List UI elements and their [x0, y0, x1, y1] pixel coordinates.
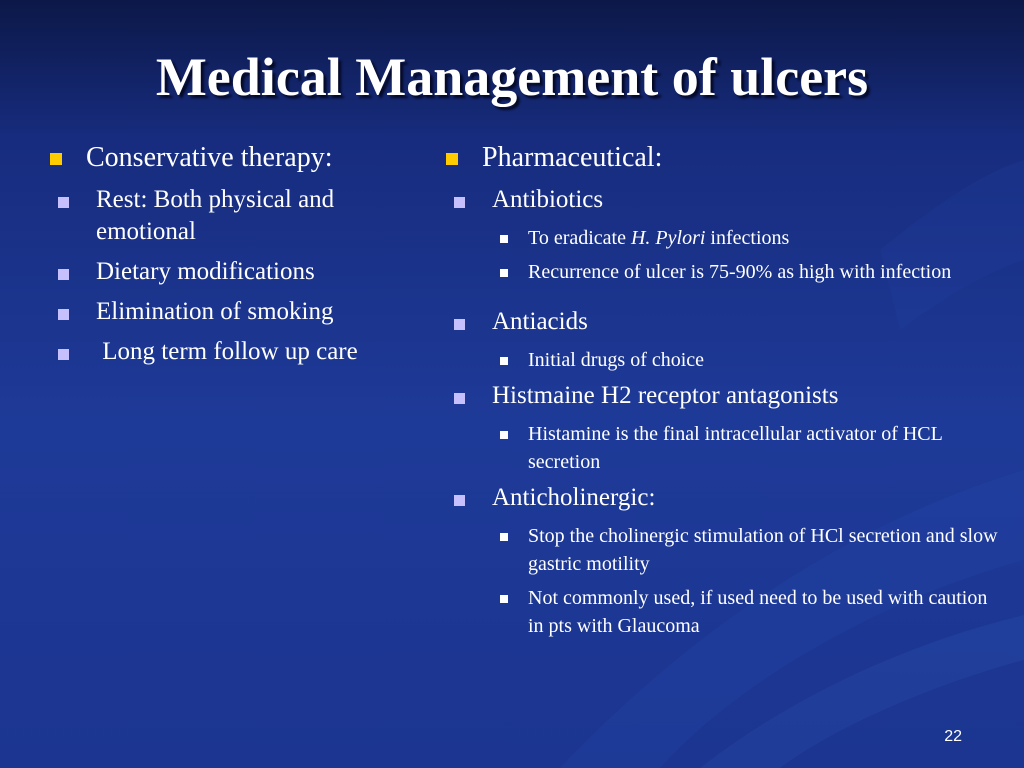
bullet-level1 [440, 142, 1000, 174]
left-heading: Conservative therapy: [86, 142, 333, 173]
group-label: Histmaine H2 receptor antagonists [492, 382, 839, 409]
bullet-level2 [450, 380, 1000, 412]
square-bullet-icon [58, 197, 69, 208]
square-bullet-icon [500, 235, 508, 243]
square-bullet-icon [454, 319, 465, 330]
right-heading: Pharmaceutical: [482, 142, 663, 173]
list-item: Dietary modifications [96, 258, 315, 285]
square-bullet-icon [500, 595, 508, 603]
bullet-level3 [498, 584, 1000, 640]
list-item: Histamine is the final intracellular activator of HCL secretion [528, 423, 943, 473]
bullet-level3 [498, 224, 1000, 252]
list-item: Elimination of smoking [96, 298, 334, 325]
list-item [528, 227, 789, 249]
left-column [44, 142, 436, 376]
right-column [440, 142, 1000, 646]
list-item: Long term follow up care [96, 338, 358, 365]
square-bullet-icon [454, 197, 465, 208]
bullet-level2 [450, 306, 1000, 338]
list-item: Recurrence of ulcer is 75-90% as high with infection [528, 261, 952, 283]
group-label: Antiacids [492, 308, 588, 335]
square-bullet-icon [58, 269, 69, 280]
square-bullet-icon [500, 269, 508, 277]
list-item: Rest: Both physical and emotional [96, 186, 335, 245]
bullet-level2 [450, 482, 1000, 514]
bullet-level3 [498, 346, 1000, 374]
bullet-level2 [54, 184, 436, 248]
bullet-level3 [498, 522, 1000, 578]
square-bullet-icon [58, 349, 69, 360]
slide-title: Medical Management of ulcers [155, 47, 869, 107]
bullet-level2 [54, 336, 436, 368]
bullet-level3 [498, 420, 1000, 476]
bullet-level3 [498, 258, 1000, 286]
square-bullet-icon [454, 495, 465, 506]
text-segment: To eradicate [528, 227, 631, 249]
square-bullet-icon [500, 533, 508, 541]
square-bullet-icon [58, 309, 69, 320]
text-segment: infections [705, 227, 790, 249]
square-bullet-icon [50, 153, 62, 165]
square-bullet-icon [454, 393, 465, 404]
square-bullet-icon [500, 431, 508, 439]
square-bullet-icon [500, 357, 508, 365]
bullet-level2 [54, 296, 436, 328]
list-item: Stop the cholinergic stimulation of HCl secretion and slow gastric motility [528, 525, 998, 575]
bullet-level1 [44, 142, 436, 174]
page-number: 22 [944, 728, 962, 745]
bullet-level2 [450, 184, 1000, 216]
italic-term: H. Pylori [630, 227, 706, 249]
group-label: Antibiotics [492, 186, 604, 213]
square-bullet-icon [446, 153, 458, 165]
group-label: Anticholinergic: [492, 484, 656, 511]
list-item: Not commonly used, if used need to be used with caution in pts with Glaucoma [528, 587, 988, 637]
list-item: Initial drugs of choice [528, 349, 705, 371]
bullet-level2 [54, 256, 436, 288]
